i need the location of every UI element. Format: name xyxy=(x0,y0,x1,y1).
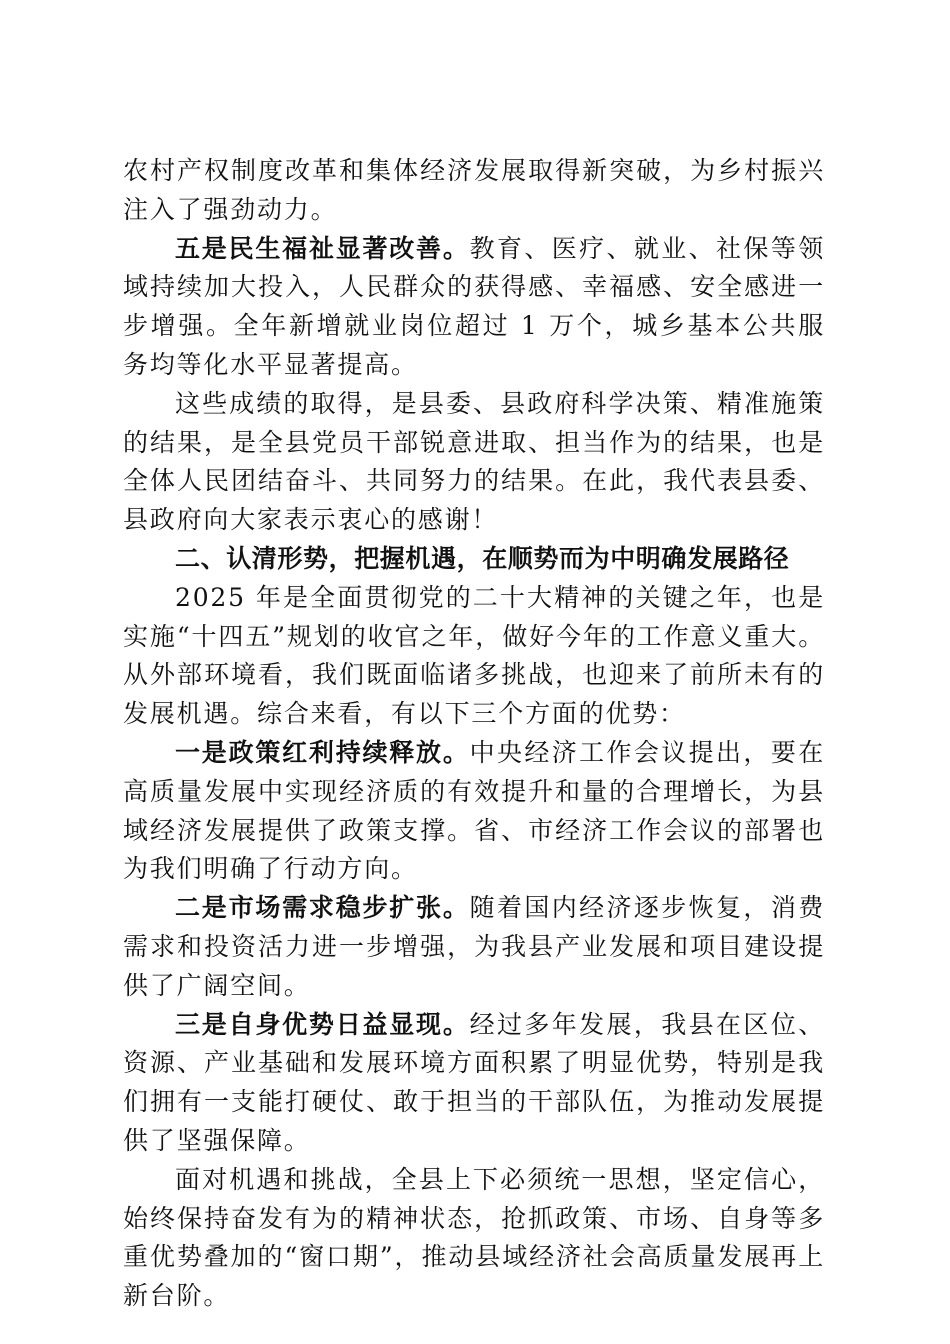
paragraph-lead: 一是政策红利持续释放。 xyxy=(175,737,470,767)
paragraph-lead: 五是民生福祉显著改善。 xyxy=(175,233,470,263)
paragraph-lead: 二是市场需求稳步扩张。 xyxy=(175,893,470,923)
paragraph-lead: 三是自身优势日益显现。 xyxy=(175,1009,470,1039)
paragraph-conclusion: 面对机遇和挑战，全县上下必须统一思想，坚定信心，始终保持奋发有为的精神状态，抢抓政策、市场、自身等多重优势叠加的“窗口期”，推动县域经济社会高质量发展再上新台阶。 xyxy=(123,1164,825,1311)
paragraph-continued: 农村产权制度改革和集体经济发展取得新突破，为乡村振兴注入了强劲动力。 xyxy=(123,156,825,224)
paragraph-text: 随着国内经济逐步恢复，消费需求和投资活力进一步增强，为我县产业发展和项目建设提供了广阔空间。 xyxy=(123,893,825,1000)
paragraph-text: 中央经济工作会议提出，要在高质量发展中实现经济质的有效提升和量的合理增长，为县域经济发展提供了政策支撑。省、市经济工作会议的部署也为我们明确了行动方向。 xyxy=(123,737,825,884)
paragraph-policy xyxy=(123,734,825,889)
paragraph-market xyxy=(123,889,825,1005)
document-body xyxy=(123,152,825,1316)
paragraph-text: 经过多年发展，我县在区位、资源、产业基础和发展环境方面积累了明显优势，特别是我们拥有一支能打硬仗、敢于担当的干部队伍，为推动发展提供了坚强保障。 xyxy=(123,1009,825,1155)
paragraph-text: 教育、医疗、就业、社保等领域持续加大投入，人民群众的获得感、幸福感、安全感进一步增强。全年新增就业岗位超过 1 万个，城乡基本公共服务均等化水平显著提高。 xyxy=(123,233,825,379)
paragraph-livelihood xyxy=(123,230,825,385)
paragraph-achievements: 这些成绩的取得，是县委、县政府科学决策、精准施策的结果，是全县党员干部锐意进取、担当作为的结果，也是全体人民团结奋斗、共同努力的结果。在此，我代表县委、县政府向大家表示衷心的感谢！ xyxy=(123,388,825,535)
paragraph-advantages xyxy=(123,1006,825,1161)
section-heading: 二、认清形势，把握机遇，在顺势而为中明确发展路径 xyxy=(175,543,790,573)
paragraph-situation: 2025 年是全面贯彻党的二十大精神的关键之年，也是实施“十四五”规划的收官之年，做好今年的工作意义重大。从外部环境看，我们既面临诸多挑战，也迎来了前所未有的发展机遇。综合来看，有以下三个方面的优势： xyxy=(123,582,825,729)
